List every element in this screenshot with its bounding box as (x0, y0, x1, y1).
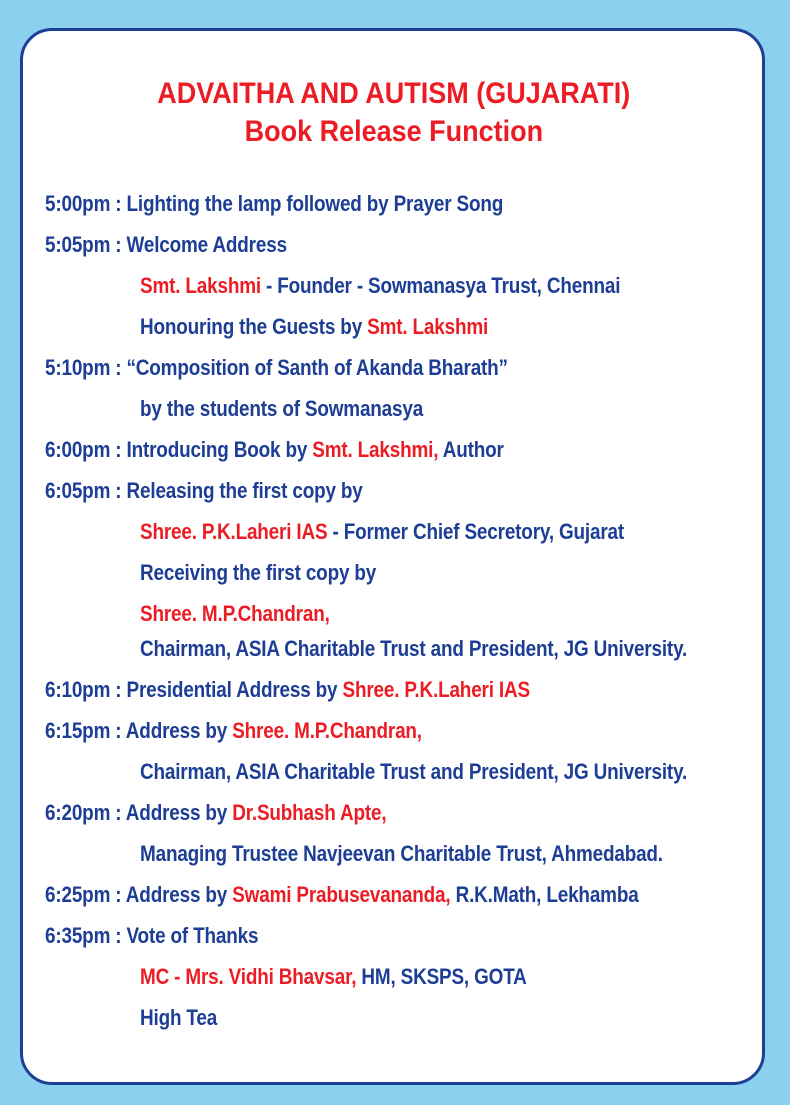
schedule-line-text (140, 560, 376, 586)
schedule-text: 5:05pm : Welcome Address (45, 232, 287, 257)
schedule-text: 6:35pm : Vote of Thanks (45, 923, 259, 948)
schedule-line-text (140, 601, 330, 627)
schedule-text: - Former Chief Secretory, Gujarat (327, 519, 625, 544)
schedule-line (45, 964, 742, 990)
schedule-text: Managing Trustee Navjeevan Charitable Trust, Ahmedabad. (140, 841, 663, 866)
schedule-text: Chairman, ASIA Charitable Trust and President, JG University. (140, 636, 688, 661)
schedule-text: Chairman, ASIA Charitable Trust and President, JG University. (140, 759, 688, 784)
schedule-text: 5:00pm : Lighting the lamp followed by Prayer Song (45, 191, 504, 216)
schedule-line (45, 560, 742, 586)
highlighted-name: Shree. M.P.Chandran, (140, 601, 330, 626)
schedule-line-text (140, 396, 423, 422)
schedule-line-text (45, 800, 386, 826)
page-subtitle (45, 113, 742, 151)
schedule-line (45, 923, 742, 949)
schedule-line (45, 396, 742, 422)
schedule-line-text (45, 882, 639, 908)
highlighted-name: Shree. P.K.Laheri IAS (342, 677, 530, 702)
schedule-line-text (45, 923, 258, 949)
schedule-line (45, 191, 742, 217)
highlighted-name: Smt. Lakshmi, (312, 437, 439, 462)
schedule-line (45, 677, 742, 703)
schedule-line (45, 478, 742, 504)
schedule-line-text (45, 677, 530, 703)
schedule-line-text (45, 437, 504, 463)
schedule-text: HM, SKSPS, GOTA (356, 964, 527, 989)
schedule-line (45, 800, 742, 826)
schedule-line (45, 314, 742, 340)
schedule-text: 6:15pm : Address by (45, 718, 233, 743)
schedule-text: 6:00pm : Introducing Book by (45, 437, 313, 462)
highlighted-name: Shree. M.P.Chandran, (232, 718, 422, 743)
schedule-line-text (140, 519, 624, 545)
page-title (45, 75, 742, 113)
schedule-text: Honouring the Guests by (140, 314, 368, 339)
schedule-text: 5:10pm : “Composition of Santh of Akanda Bharath” (45, 355, 508, 380)
schedule-line (45, 519, 742, 545)
schedule-text: Receiving the first copy by (140, 560, 377, 585)
schedule-line (45, 273, 742, 299)
program-card (20, 28, 765, 1085)
highlighted-name: MC - Mrs. Vidhi Bhavsar, (140, 964, 357, 989)
schedule-line-text (140, 964, 527, 990)
schedule-line (45, 718, 742, 744)
page-subtitle-text: Book Release Function (244, 115, 543, 148)
schedule-line-text (140, 636, 687, 662)
schedule-line (45, 882, 742, 908)
schedule-line (45, 636, 742, 662)
schedule-line (45, 841, 742, 867)
schedule-line-text (45, 478, 363, 504)
schedule-line-text (140, 759, 687, 785)
highlighted-name: Shree. P.K.Laheri IAS (140, 519, 328, 544)
schedule-line-text (140, 314, 488, 340)
schedule-line (45, 232, 742, 258)
highlighted-name: Smt. Lakshmi (140, 273, 261, 298)
highlighted-name: Swami Prabusevananda, (232, 882, 451, 907)
schedule-line (45, 355, 742, 381)
schedule-text: by the students of Sowmanasya (140, 396, 424, 421)
schedule-text: 6:25pm : Address by (45, 882, 233, 907)
schedule-line-text (45, 191, 503, 217)
schedule-line (45, 1005, 742, 1031)
schedule-text: R.K.Math, Lekhamba (450, 882, 639, 907)
schedule-line (45, 601, 742, 627)
schedule-line-text (140, 273, 620, 299)
schedule-line-text (45, 355, 508, 381)
schedule-text: - Founder - Sowmanasya Trust, Chennai (260, 273, 621, 298)
title-block (45, 75, 742, 151)
schedule-line-text (45, 232, 287, 258)
highlighted-name: Dr.Subhash Apte, (232, 800, 387, 825)
schedule-text: Author (438, 437, 504, 462)
schedule-text: High Tea (140, 1005, 218, 1030)
schedule (45, 191, 742, 1031)
schedule-text: 6:05pm : Releasing the first copy by (45, 478, 363, 503)
schedule-line-text (45, 718, 422, 744)
schedule-line-text (140, 1005, 217, 1031)
schedule-line-text (140, 841, 663, 867)
highlighted-name: Smt. Lakshmi (367, 314, 489, 339)
schedule-line (45, 437, 742, 463)
schedule-text: 6:10pm : Presidential Address by (45, 677, 343, 702)
page-title-text: ADVAITHA AND AUTISM (GUJARATI) (157, 77, 630, 110)
schedule-line (45, 759, 742, 785)
schedule-text: 6:20pm : Address by (45, 800, 233, 825)
